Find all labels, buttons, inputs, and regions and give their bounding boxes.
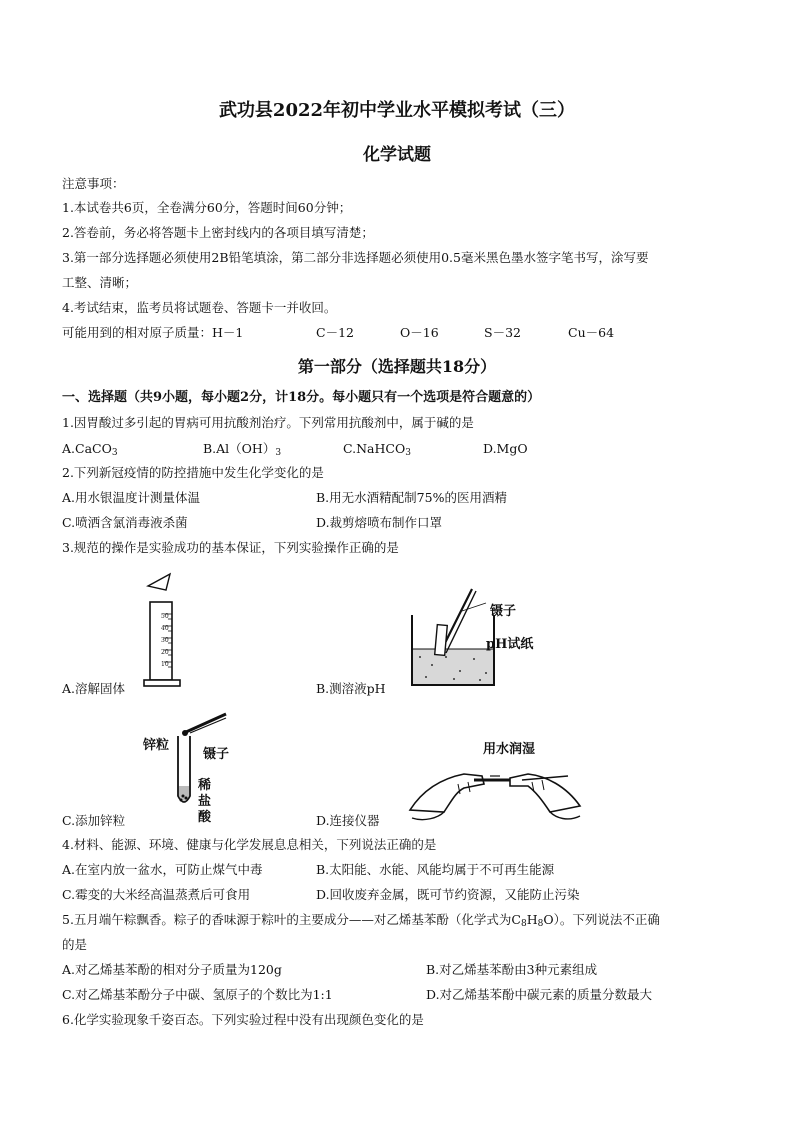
fig-c-acid-label-3: 酸 xyxy=(198,810,212,825)
q5-option-b: B.对乙烯基苯酚由3种元素组成 xyxy=(426,962,598,977)
q3-option-c: C.添加锌粒 xyxy=(62,813,126,828)
note-4: 4.考试结束，监考员将试题卷、答题卡一并收回。 xyxy=(62,300,337,315)
cyl-tick-20: 20 xyxy=(161,649,169,656)
q3-stem: 3.规范的操作是实验成功的基本保证，下列实验操作正确的是 xyxy=(62,540,399,555)
atomic-mass-label: 可能用到的相对原子质量：H－1 xyxy=(62,325,244,340)
q6-stem: 6.化学实验现象千姿百态。下列实验过程中没有出现颜色变化的是 xyxy=(62,1012,424,1027)
q5-option-a: A.对乙烯基苯酚的相对分子质量为120g xyxy=(62,962,282,977)
graduated-cylinder-figure xyxy=(140,572,200,692)
q4-option-b: B.太阳能、水能、风能均属于不可再生能源 xyxy=(316,862,555,877)
exam-subtitle: 化学试题 xyxy=(363,145,431,165)
note-3-line1: 3.第一部分选择题必须使用2B铅笔填涂，第二部分非选择题必须使用0.5毫米黑色墨水签字笔书写，涂写要 xyxy=(62,250,649,265)
q4-option-d: D.回收废弃金属，既可节约资源，又能防止污染 xyxy=(316,887,580,902)
q3-option-d: D.连接仪器 xyxy=(316,813,380,828)
fig-d-wet-label: 用水润湿 xyxy=(483,742,536,757)
q5-stem-line1: 5.五月端午粽飘香。粽子的香味源于粽叶的主要成分——对乙烯基苯酚（化学式为$C_8H_8O$）。下列说法不正确 xyxy=(62,912,660,929)
fig-c-zinc-label: 锌粒 xyxy=(143,738,170,753)
q1-option-d: D.MgO xyxy=(483,441,528,456)
q1-option-c: C.NaHCO$_3$ xyxy=(343,441,411,458)
beaker-ph-figure xyxy=(400,585,500,689)
q2-stem: 2.下列新冠疫情的防控措施中发生化学变化的是 xyxy=(62,465,324,480)
q5-option-c: C.对乙烯基苯酚分子中碳、氢原子的个数比为1:1 xyxy=(62,987,333,1002)
q3-option-b: B.测溶液pH xyxy=(316,681,386,696)
q5-stem-line2: 的是 xyxy=(62,937,88,952)
q1-option-b: $B.Al(OH)_3$ xyxy=(203,441,282,458)
q5-option-d: D.对乙烯基苯酚中碳元素的质量分数最大 xyxy=(426,987,653,1002)
note-3-line2: 工整、清晰； xyxy=(62,275,138,290)
q3-option-a: A.溶解固体 xyxy=(62,681,126,696)
fig-b-tweezers-label: 镊子 xyxy=(490,604,517,619)
q1-option-a: A.CaCO$_3$ xyxy=(62,441,118,458)
q4-option-c: C.霉变的大米经高温蒸煮后可食用 xyxy=(62,887,251,902)
section-intro: 一、选择题（共9小题，每小题2分，计18分。每小题只有一个选项是符合题意的） xyxy=(62,390,541,405)
fig-c-acid-label-2: 盐 xyxy=(198,794,212,809)
q4-stem: 4.材料、能源、环境、健康与化学发展息息相关，下列说法正确的是 xyxy=(62,837,437,852)
cyl-tick-10: 10 xyxy=(161,661,169,668)
exam-title: 武功县2022年初中学业水平模拟考试（三） xyxy=(218,100,576,121)
cyl-tick-50: 50 xyxy=(161,613,169,620)
fig-c-acid-label-1: 稀 xyxy=(198,778,212,793)
atomic-mass-cu: Cu－64 xyxy=(568,325,615,340)
fig-c-tweezers-label: 镊子 xyxy=(203,747,230,762)
q2-option-d: D.裁剪熔喷布制作口罩 xyxy=(316,515,443,530)
atomic-mass-c: C－12 xyxy=(316,325,354,340)
q2-option-a: A.用水银温度计测量体温 xyxy=(62,490,201,505)
q4-option-a: A.在室内放一盆水，可防止煤气中毒 xyxy=(62,862,263,877)
connecting-instruments-figure xyxy=(404,748,584,828)
part1-title: 第一部分（选择题共18分） xyxy=(297,357,497,376)
test-tube-zinc-figure xyxy=(140,712,250,812)
cyl-tick-30: 30 xyxy=(161,637,169,644)
atomic-mass-o: O－16 xyxy=(400,325,439,340)
fig-b-ph-paper-label: pH试纸 xyxy=(486,637,534,652)
q2-option-c: C.喷洒含氯消毒液杀菌 xyxy=(62,515,188,530)
note-2: 2.答卷前，务必将答题卡上密封线内的各项目填写清楚； xyxy=(62,225,374,240)
q2-option-b: B.用无水酒精配制75%的医用酒精 xyxy=(316,490,507,505)
cyl-tick-40: 40 xyxy=(161,625,169,632)
notes-heading: 注意事项： xyxy=(62,176,125,191)
atomic-mass-s: S－32 xyxy=(484,325,521,340)
note-1: 1.本试卷共6页，全卷满分60分，答题时间60分钟； xyxy=(62,200,352,215)
q1-stem: 1.因胃酸过多引起的胃病可用抗酸剂治疗。下列常用抗酸剂中，属于碱的是 xyxy=(62,415,474,430)
